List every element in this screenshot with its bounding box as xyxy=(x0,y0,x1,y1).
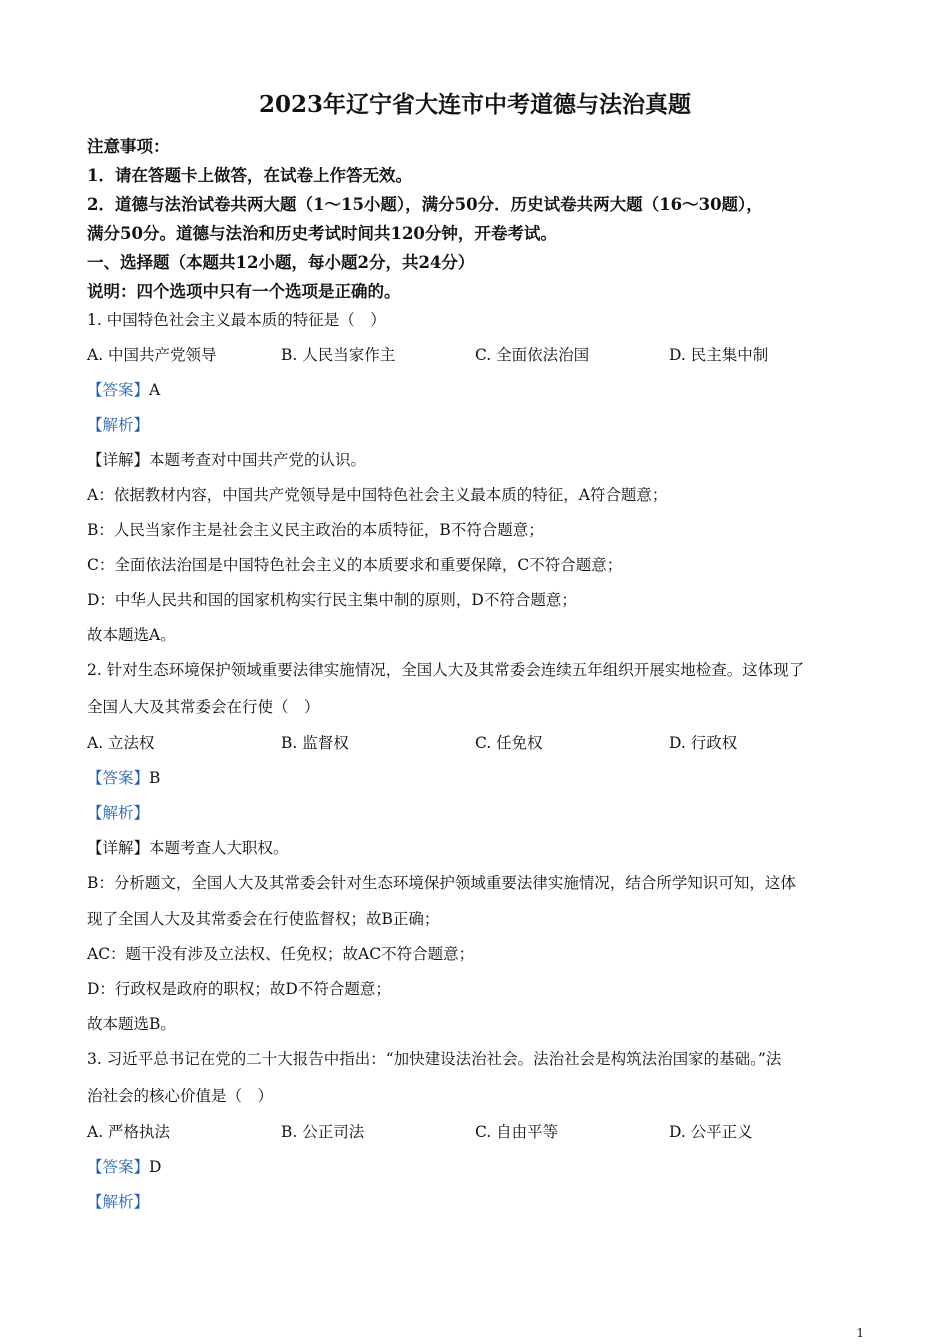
q2-answer xyxy=(87,767,867,789)
analysis-tag: 【解析】 xyxy=(87,804,150,822)
q2-line-a: B：分析题文，全国人大及其常委会针对生态环境保护领域重要法律实施情况，结合所学知识可知，这体 xyxy=(87,874,796,892)
q2-line-c: AC：题干没有涉及立法权、任免权；故AC不符合题意； xyxy=(87,945,475,963)
q1-analysis xyxy=(87,414,867,436)
q1-detail-text: 本题考查对中国共产党的认识。 xyxy=(149,451,367,469)
q3-option-a: A. 严格执法 xyxy=(87,1123,171,1141)
q2-detail xyxy=(87,837,867,859)
notice-item-2b: 满分50分。道德与法治和历史考试时间共120分钟，开卷考试。 xyxy=(87,224,557,243)
answer-tag: 【答案】 xyxy=(87,769,150,787)
q3-stem-a: 3. 习近平总书记在党的二十大报告中指出：“加快建设法治社会。法治社会是构筑法治国家的基础。”法 xyxy=(87,1050,782,1068)
document-title: 2023年辽宁省大连市中考道德与法治真题 xyxy=(258,91,691,118)
q1-answer xyxy=(87,379,867,401)
q1-line-b: B：人民当家作主是社会主义民主政治的本质特征，B不符合题意； xyxy=(87,521,544,539)
section-note: 说明：四个选项中只有一个选项是正确的。 xyxy=(87,282,401,301)
q1-option-c: C. 全面依法治国 xyxy=(475,346,590,364)
detail-tag: 【详解】 xyxy=(87,839,150,857)
q2-line-b: 现了全国人大及其常委会在行使监督权；故B正确； xyxy=(87,910,440,928)
q2-answer-value: B xyxy=(149,769,161,787)
q2-option-d: D. 行政权 xyxy=(669,734,738,752)
page-number: 1 xyxy=(856,1326,864,1340)
q1-line-c: C：全面依法治国是中国特色社会主义的本质要求和重要保障，C不符合题意； xyxy=(87,556,623,574)
q3-option-c: C. 自由平等 xyxy=(475,1123,559,1141)
q2-stem-b: 全国人大及其常委会在行使（ ） xyxy=(87,698,320,716)
notice-item-2a: 2．道德与法治试卷共两大题（1～15小题），满分50分．历史试卷共两大题（16～30题）， xyxy=(87,195,763,214)
q1-line-d: D：中华人民共和国的国家机构实行民主集中制的原则，D不符合题意； xyxy=(87,591,577,609)
answer-tag: 【答案】 xyxy=(87,1158,150,1176)
q1-option-b: B. 人民当家作主 xyxy=(281,346,396,364)
q2-option-a: A. 立法权 xyxy=(87,734,155,752)
answer-tag: 【答案】 xyxy=(87,381,150,399)
q3-analysis xyxy=(87,1191,867,1213)
q2-detail-text: 本题考查人大职权。 xyxy=(149,839,289,857)
q3-stem-b: 治社会的核心价值是（ ） xyxy=(87,1087,274,1105)
q1-answer-value: A xyxy=(149,381,161,399)
q3-answer xyxy=(87,1156,867,1178)
q1-option-d: D. 民主集中制 xyxy=(669,346,769,364)
notice-item-1: 1．请在答题卡上做答，在试卷上作答无效。 xyxy=(87,166,412,185)
q3-option-b: B. 公正司法 xyxy=(281,1123,365,1141)
analysis-tag: 【解析】 xyxy=(87,416,150,434)
q1-option-a: A. 中国共产党领导 xyxy=(87,346,217,364)
q3-answer-value: D xyxy=(149,1158,162,1176)
q2-line-d: D：行政权是政府的职权；故D不符合题意； xyxy=(87,980,391,998)
q2-stem-a: 2. 针对生态环境保护领域重要法律实施情况，全国人大及其常委会连续五年组织开展实地检查。这体现了 xyxy=(87,661,805,679)
q1-stem: 1. 中国特色社会主义最本质的特征是（ ） xyxy=(87,311,386,329)
q2-analysis xyxy=(87,802,867,824)
section-heading: 一、选择题（本题共12小题，每小题2分，共24分） xyxy=(87,253,475,272)
q1-detail xyxy=(87,449,867,471)
q2-conclusion: 故本题选B。 xyxy=(87,1015,176,1033)
notice-heading: 注意事项： xyxy=(87,137,170,156)
q2-option-b: B. 监督权 xyxy=(281,734,349,752)
q2-option-c: C. 任免权 xyxy=(475,734,543,752)
q3-option-d: D. 公平正义 xyxy=(669,1123,753,1141)
q1-conclusion: 故本题选A。 xyxy=(87,626,176,644)
analysis-tag: 【解析】 xyxy=(87,1193,150,1211)
detail-tag: 【详解】 xyxy=(87,451,150,469)
q1-line-a: A：依据教材内容，中国共产党领导是中国特色社会主义最本质的特征，A符合题意； xyxy=(87,486,668,504)
